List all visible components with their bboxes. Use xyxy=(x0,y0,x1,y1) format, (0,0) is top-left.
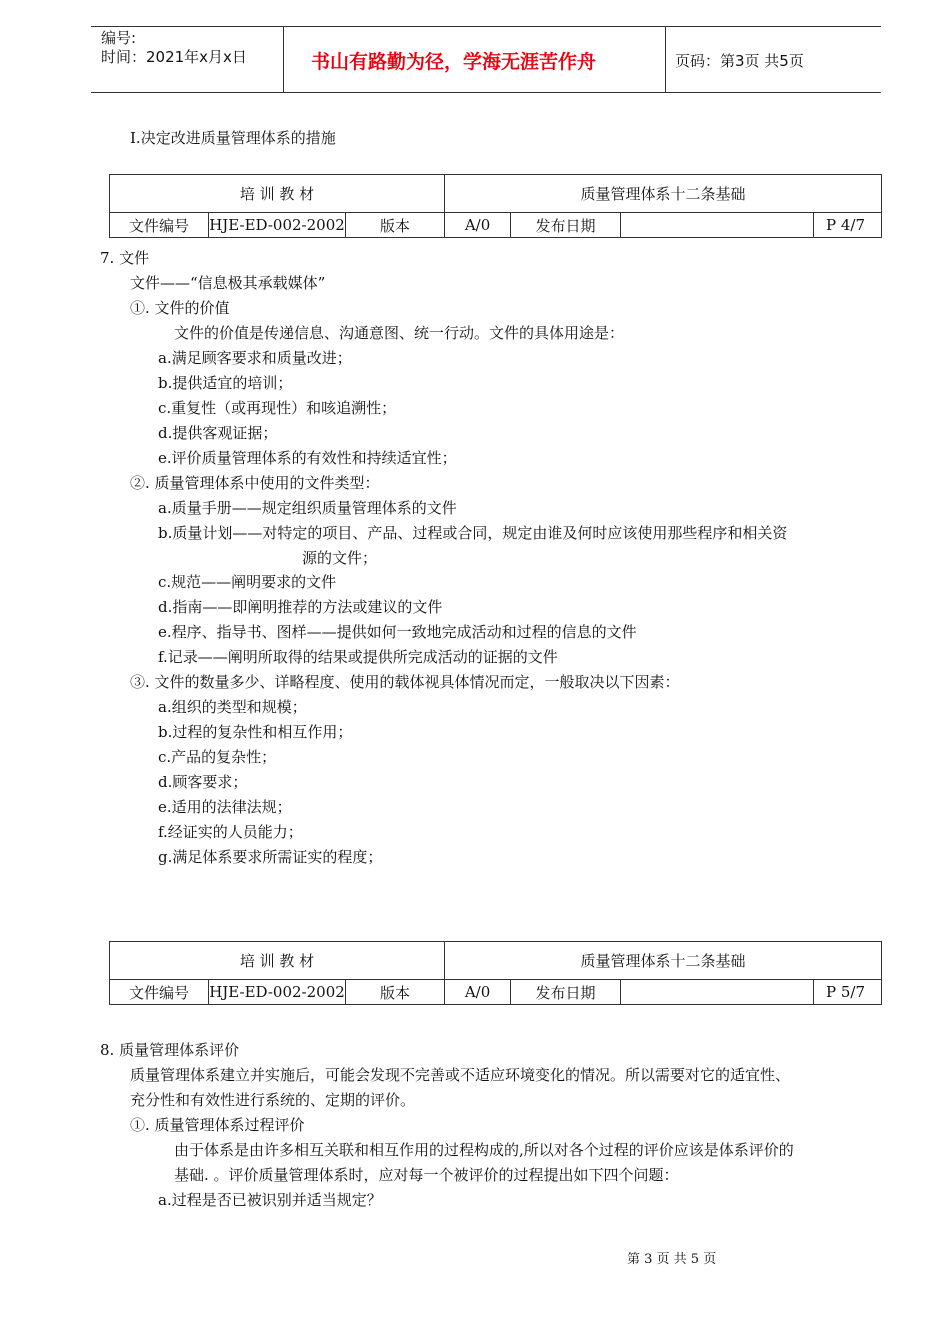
text-line: 基础. 。评价质量管理体系时，应对每一个被评价的过程提出如下四个问题： xyxy=(174,1166,679,1184)
list-item: c.产品的复杂性； xyxy=(158,748,277,766)
list-item: e.适用的法律法规； xyxy=(158,798,292,816)
header-divider xyxy=(665,26,666,93)
document-title-cell: 质量管理体系十二条基础 xyxy=(445,942,882,980)
list-item: c.规范——阐明要求的文件 xyxy=(158,573,337,591)
header-divider xyxy=(283,26,284,93)
version-label: 版本 xyxy=(346,980,445,1005)
list-item: a.组织的类型和规模； xyxy=(158,698,307,716)
text-line: 文件的价值是传递信息、沟通意图、统一行动。文件的具体用途是： xyxy=(174,324,625,342)
list-item: a.质量手册——规定组织质量管理体系的文件 xyxy=(158,499,457,517)
text-line: 由于体系是由许多相互关联和相互作用的过程构成的,所以对各个过程的评价应该是体系评价的 xyxy=(174,1141,794,1159)
version-label: 版本 xyxy=(346,213,445,238)
date-label: 发布日期 xyxy=(511,980,621,1005)
date-label: 发布日期 xyxy=(511,213,621,238)
doc-no-value: HJE-ED-002-2002 xyxy=(209,213,346,238)
text-line: 质量管理体系建立并实施后，可能会发现不完善或不适应环境变化的情况。所以需要对它的适宜性、 xyxy=(130,1066,791,1084)
document-info-table xyxy=(109,941,882,1005)
list-item: d.指南——即阐明推荐的方法或建议的文件 xyxy=(158,598,443,616)
section-heading: 7. 文件 xyxy=(100,249,150,267)
text-line: I.决定改进质量管理体系的措施 xyxy=(130,129,336,147)
text-line: 充分性和有效性进行系统的、定期的评价。 xyxy=(130,1091,416,1109)
doc-no-label: 文件编号 xyxy=(110,213,209,238)
list-item-continuation: 源的文件； xyxy=(302,549,378,567)
document-title-cell: 质量管理体系十二条基础 xyxy=(445,175,882,213)
subsection-heading: ①. 文件的价值 xyxy=(130,299,230,317)
list-item: f.记录——阐明所取得的结果或提供所完成活动的证据的文件 xyxy=(158,648,558,666)
list-item: c.重复性（或再现性）和咳追溯性； xyxy=(158,399,397,417)
header-number-label: 编号: xyxy=(101,29,137,47)
header-motto: 书山有路勤为径，学海无涯苦作舟 xyxy=(311,51,597,73)
header-time-label: 时间：2021年x月x日 xyxy=(101,48,247,66)
list-item: e.评价质量管理体系的有效性和持续适宜性； xyxy=(158,449,457,467)
date-value xyxy=(621,213,814,238)
training-material-cell: 培 训 教 材 xyxy=(110,942,445,980)
list-item: b.质量计划——对特定的项目、产品、过程或合同，规定由谁及何时应该使用那些程序和相关资 xyxy=(158,524,788,542)
header-page-label: 页码：第3页 共5页 xyxy=(675,52,804,70)
doc-no-value: HJE-ED-002-2002 xyxy=(209,980,346,1005)
list-item: f.经证实的人员能力； xyxy=(158,823,303,841)
date-value xyxy=(621,980,814,1005)
list-item: b.过程的复杂性和相互作用； xyxy=(158,723,353,741)
list-item: b.提供适宜的培训； xyxy=(158,374,293,392)
subsection-heading: ①. 质量管理体系过程评价 xyxy=(130,1116,305,1134)
text-line: 文件——“信息极其承载媒体” xyxy=(130,274,326,292)
list-item: a.过程是否已被识别并适当规定？ xyxy=(158,1191,382,1209)
list-item: e.程序、指导书、图样——提供如何一致地完成活动和过程的信息的文件 xyxy=(158,623,637,641)
list-item: a.满足顾客要求和质量改进； xyxy=(158,349,352,367)
training-material-cell: 培 训 教 材 xyxy=(110,175,445,213)
page-footer: 第 3 页 共 5 页 xyxy=(627,1252,717,1267)
document-info-table xyxy=(109,174,882,238)
list-item: d.提供客观证据； xyxy=(158,424,278,442)
doc-no-label: 文件编号 xyxy=(110,980,209,1005)
version-value: A/0 xyxy=(445,980,511,1005)
page-number-cell: P 5/7 xyxy=(814,980,882,1005)
subsection-heading: ③. 文件的数量多少、详略程度、使用的载体视具体情况而定，一般取决以下因素： xyxy=(130,673,680,691)
section-heading: 8. 质量管理体系评价 xyxy=(100,1041,240,1059)
page-number-cell: P 4/7 xyxy=(814,213,882,238)
list-item: g.满足体系要求所需证实的程度； xyxy=(158,848,383,866)
subsection-heading: ②. 质量管理体系中使用的文件类型： xyxy=(130,474,380,492)
list-item: d.顾客要求； xyxy=(158,773,248,791)
version-value: A/0 xyxy=(445,213,511,238)
